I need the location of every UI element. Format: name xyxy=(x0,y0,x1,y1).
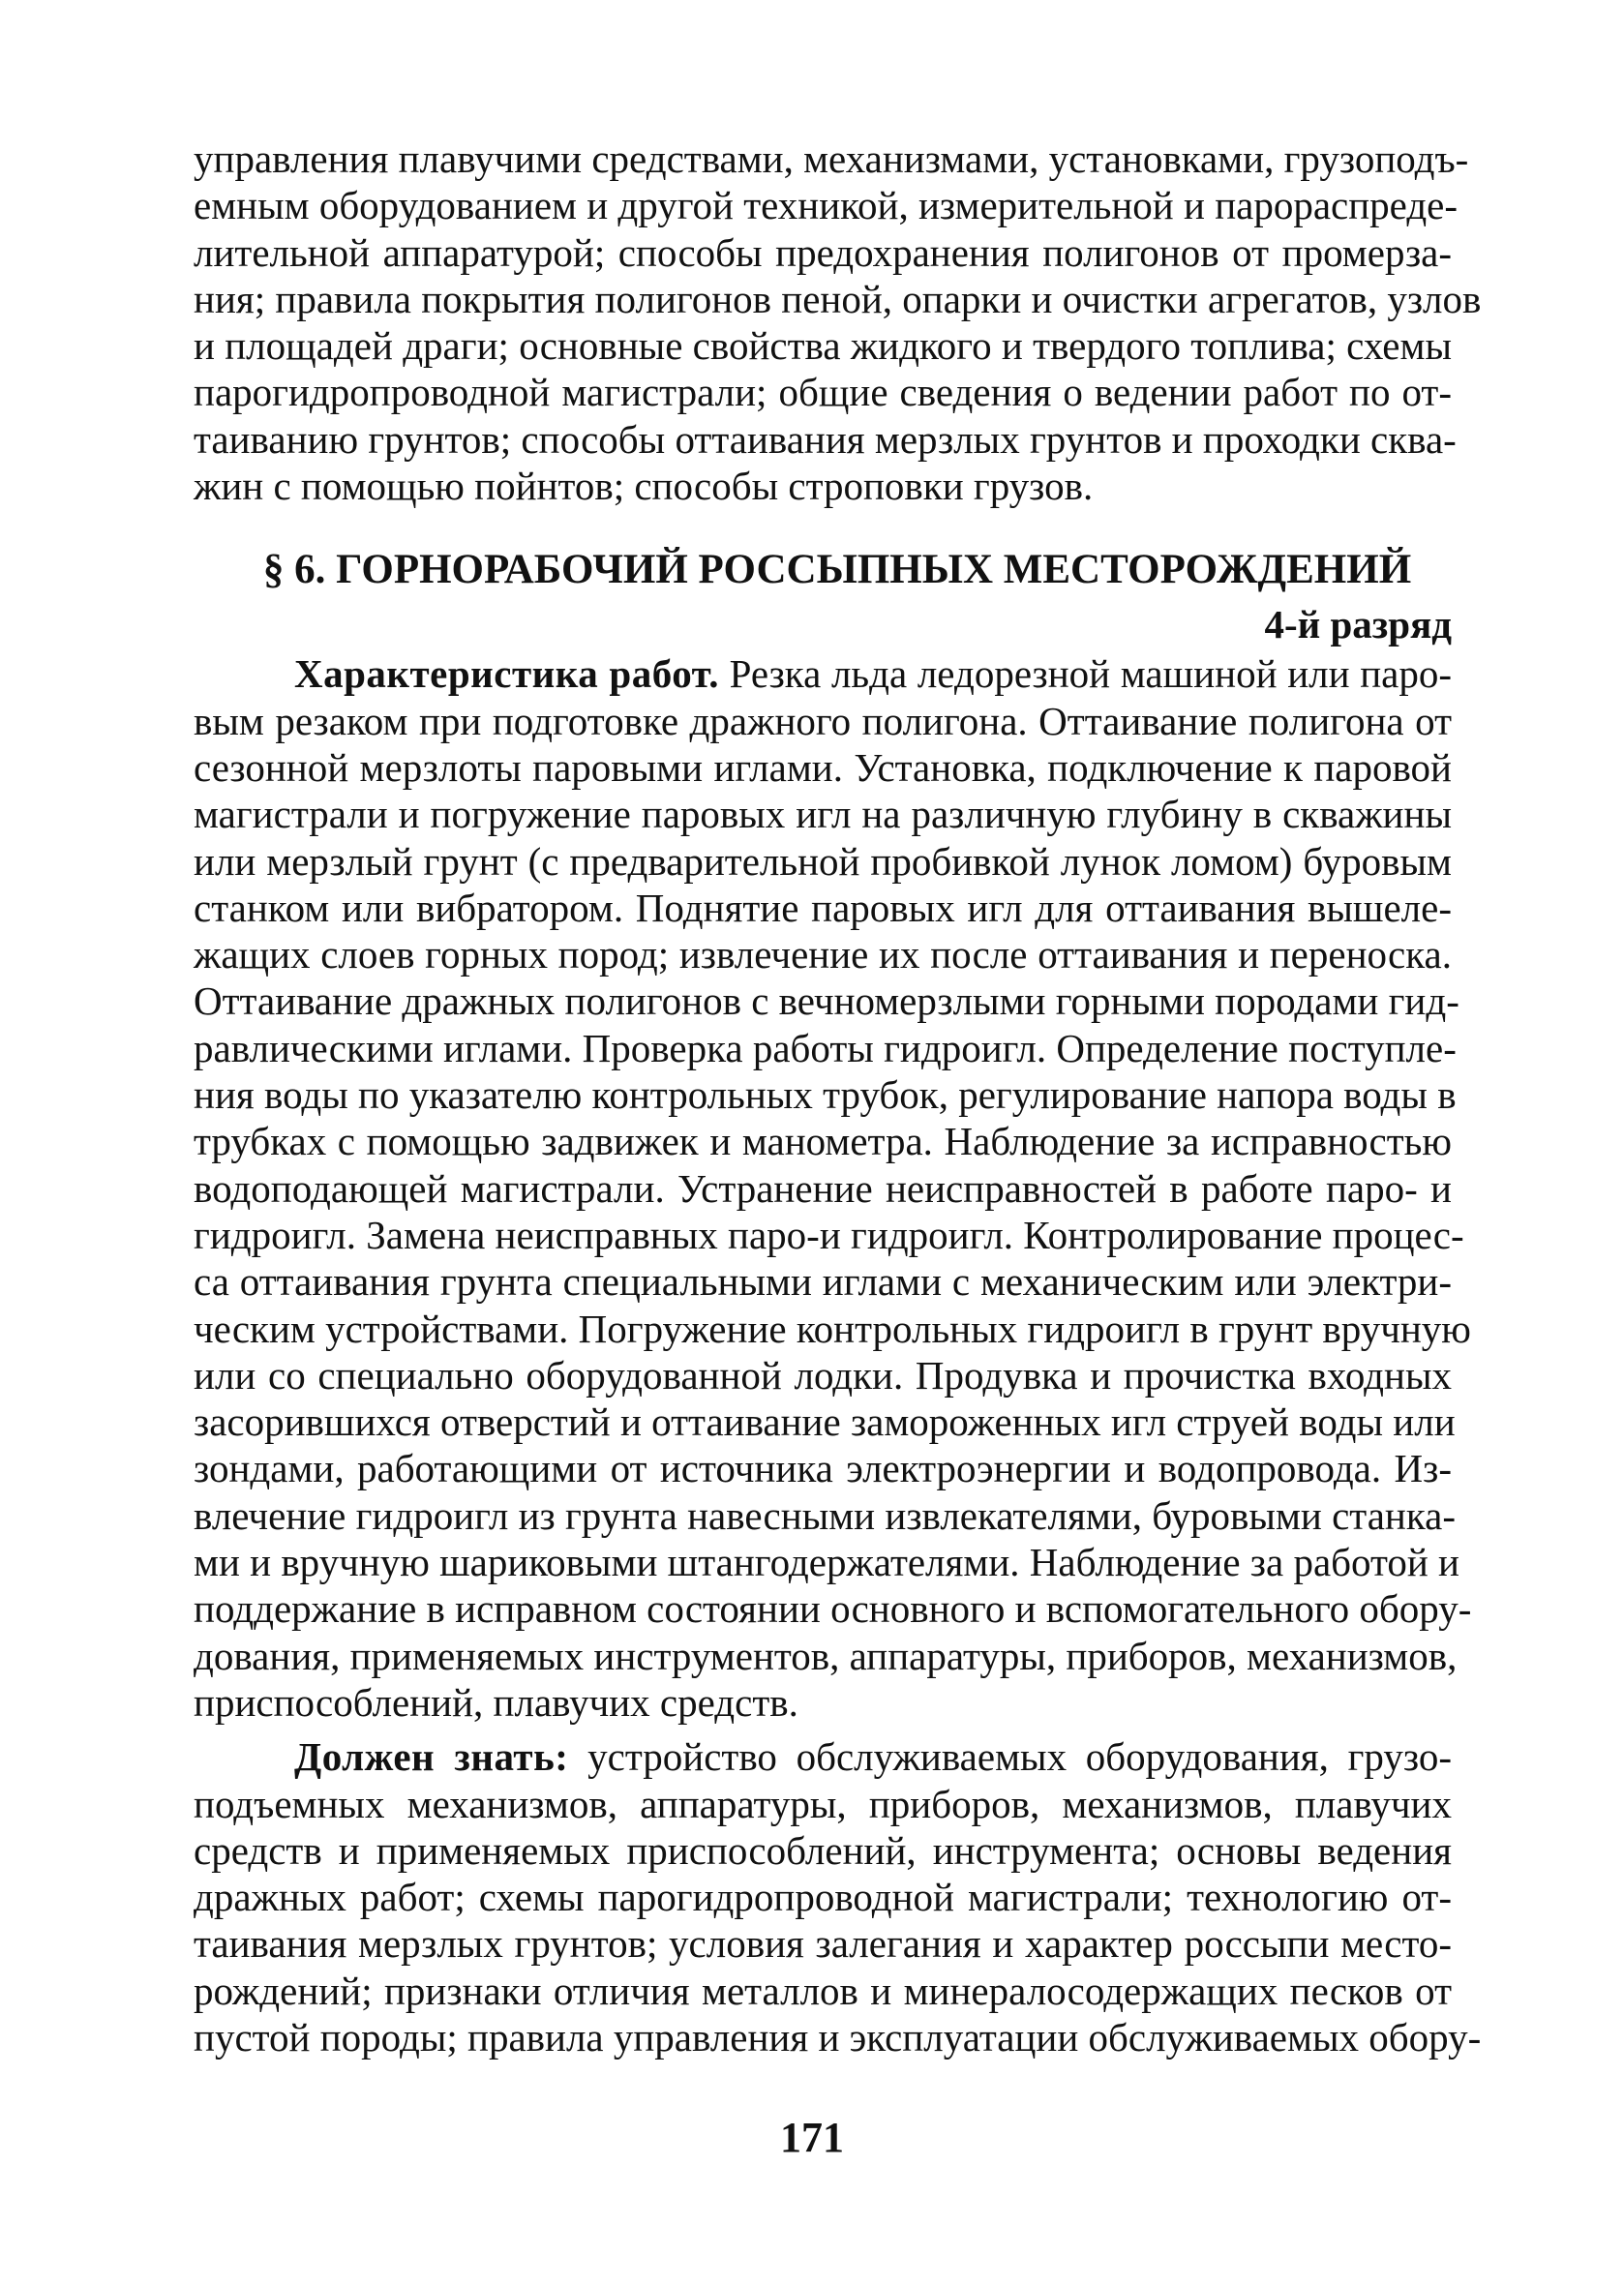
characteristics-paragraph xyxy=(194,650,1472,1726)
characteristics-heading: Характеристика работ. xyxy=(294,651,719,697)
text-line: ния; правила покрытия полигонов пеной, опарки и очистки агрегатов, узлов xyxy=(194,276,1482,321)
text-fragment: устройство обслуживаемых оборудования, грузо- xyxy=(587,1734,1452,1780)
text-line: станком или вибратором. Поднятие паровых игл для оттаивания вышеле- xyxy=(194,885,1452,930)
text-line: поддержание в исправном состоянии основного и вспомогательного обору- xyxy=(194,1586,1472,1632)
text-line: средств и применяемых приспособлений, инструмента; основы ведения xyxy=(194,1827,1452,1873)
text-line: рождений; признаки отличия металлов и минералосодержащих песков от xyxy=(194,1968,1452,2013)
text-line: или мерзлый грунт (с предварительной пробивкой лунок ломом) буровым xyxy=(194,838,1452,884)
text-line: са оттаивания грунта специальными иглами с механическим или электри- xyxy=(194,1259,1452,1305)
text-line: лительной аппаратурой; способы предохранения полигонов от промерза- xyxy=(194,229,1452,275)
text-fragment: Резка льда ледорезной машиной или паро- xyxy=(729,651,1452,697)
text-line: таивания мерзлых грунтов; условия залегания и характер россыпи место- xyxy=(194,1921,1452,1967)
text-line: ческим устройствами. Погружение контрольных гидроигл в грунт вручную xyxy=(194,1306,1471,1351)
text-line: емным оборудованием и другой техникой, измерительной и парораспреде- xyxy=(194,183,1459,228)
text-line xyxy=(194,1733,1452,1780)
page-content xyxy=(194,135,1482,2060)
knowledge-paragraph xyxy=(194,1733,1482,2060)
text-line: сезонной мерзлоты паровыми иглами. Установка, подключение к паровой xyxy=(194,744,1452,790)
text-line: ми и вручную шариковыми штангодержателями. Наблюдение за работой и xyxy=(194,1540,1459,1585)
text-line: подъемных механизмов, аппаратуры, приборов, механизмов, плавучих xyxy=(194,1781,1452,1826)
knowledge-heading: Должен знать: xyxy=(294,1734,569,1780)
text-line: жин с помощью пойнтов; способы строповки грузов. xyxy=(194,464,1094,509)
text-line: или со специально оборудованной лодки. Продувка и прочистка входных xyxy=(194,1352,1452,1398)
text-line: дования, применяемых инструментов, аппаратуры, приборов, механизмов, xyxy=(194,1633,1458,1678)
text-line: гидроигл. Замена неисправных паро-и гидроигл. Контролирование процес- xyxy=(194,1212,1464,1257)
intro-paragraph xyxy=(194,135,1482,509)
text-line: ния воды по указателю контрольных трубок, регулирование напора воды в xyxy=(194,1072,1457,1118)
text-line: управления плавучими средствами, механизмами, установками, грузоподъ- xyxy=(194,136,1469,181)
text-line: влечение гидроигл из грунта навесными извлекателями, буровыми станка- xyxy=(194,1492,1456,1538)
grade-label: 4-й разряд xyxy=(1264,602,1452,647)
text-line: засорившихся отверстий и оттаивание замороженных игл струей воды или xyxy=(194,1399,1456,1445)
text-line: зондами, работающими от источника электроэнергии и водопровода. Из- xyxy=(194,1446,1452,1491)
text-line: таиванию грунтов; способы оттаивания мерзлых грунтов и проходки сква- xyxy=(194,416,1457,462)
text-line xyxy=(194,650,1452,697)
text-line: трубках с помощью задвижек и манометра. Наблюдение за исправностью xyxy=(194,1119,1452,1164)
text-line: дражных работ; схемы парогидропроводной магистрали; технологию от- xyxy=(194,1875,1452,1920)
text-line: парогидропроводной магистрали; общие сведения о ведении работ по от- xyxy=(194,370,1452,415)
text-line: пустой породы; правила управления и эксплуатации обслуживаемых обору- xyxy=(194,2014,1482,2060)
section-title: § 6. ГОРНОРАБОЧИЙ РОССЫПНЫХ МЕСТОРОЖДЕНИЙ xyxy=(262,547,1412,593)
text-line: равлическими иглами. Проверка работы гидроигл. Определение поступле- xyxy=(194,1025,1457,1070)
text-line: и площадей драги; основные свойства жидкого и твердого топлива; схемы xyxy=(194,323,1452,369)
text-line: вым резаком при подготовке дражного полигона. Оттаивание полигона от xyxy=(194,698,1452,743)
text-line: магистрали и погружение паровых игл на различную глубину в скважины xyxy=(194,792,1452,837)
text-line: жащих слоев горных пород; извлечение их после оттаивания и переноска. xyxy=(194,932,1452,978)
text-line: водоподающей магистрали. Устранение неисправностей в работе паро- и xyxy=(194,1165,1452,1211)
text-line: Оттаивание дражных полигонов с вечномерзлыми горными породами гид- xyxy=(194,978,1459,1024)
text-line: приспособлений, плавучих средств. xyxy=(194,1679,798,1725)
page-number: 171 xyxy=(780,2114,844,2161)
